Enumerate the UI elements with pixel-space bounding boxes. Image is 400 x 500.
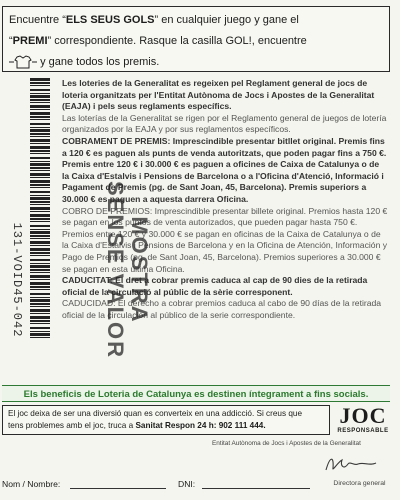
logo-word: JOC bbox=[339, 403, 387, 428]
responsible-gaming-text: El joc deixa de ser una diversió quan es converteix en una addicció. Si creus que bbox=[8, 409, 303, 418]
barcode-bar bbox=[30, 272, 50, 273]
barcode-bar bbox=[30, 309, 50, 312]
barcode-bar bbox=[30, 146, 50, 149]
barcode-bar bbox=[30, 201, 50, 203]
instructions-line-1 bbox=[9, 10, 383, 31]
barcode-bar bbox=[30, 255, 50, 256]
barcode-bar bbox=[30, 153, 50, 154]
barcode-bar bbox=[30, 82, 50, 84]
barcode bbox=[30, 78, 50, 338]
barcode-bar bbox=[30, 133, 50, 135]
barcode-bar bbox=[30, 195, 50, 196]
barcode-bar bbox=[30, 173, 50, 176]
barcode-bar bbox=[30, 289, 50, 290]
barcode-bar bbox=[30, 248, 50, 251]
instructions-highlight: ELS SEUS GOLS bbox=[65, 14, 155, 26]
barcode-bar bbox=[30, 241, 50, 244]
instructions-line-3 bbox=[9, 52, 383, 73]
barcode-bar bbox=[30, 157, 50, 159]
barcode-bar bbox=[30, 143, 50, 144]
holder-form bbox=[2, 476, 312, 492]
director-title: Directora general bbox=[333, 480, 386, 487]
barcode-bar bbox=[30, 211, 50, 212]
instructions-text: Encuentre “ bbox=[9, 14, 66, 26]
barcode-bar bbox=[30, 297, 50, 298]
barcode-bar bbox=[30, 150, 50, 152]
barcode-bar bbox=[30, 263, 50, 264]
barcode-bar bbox=[30, 204, 50, 205]
barcode-bar bbox=[30, 163, 50, 166]
responsible-gaming-text: tens problemes amb el joc, truca a bbox=[8, 421, 136, 430]
stamp-line-2: SENSE VALOR bbox=[103, 180, 128, 360]
barcode-bar bbox=[30, 229, 50, 230]
barcode-bar bbox=[30, 225, 50, 227]
barcode-bar bbox=[30, 180, 50, 183]
barcode-bar bbox=[30, 333, 50, 336]
barcode-bar bbox=[30, 112, 50, 115]
name-label: Nom / Nombre: bbox=[2, 479, 61, 489]
barcode-bar bbox=[30, 299, 50, 302]
barcode-bar bbox=[30, 167, 50, 169]
barcode-bar bbox=[30, 102, 50, 103]
joc-responsable-logo bbox=[334, 405, 392, 439]
barcode-bar bbox=[30, 231, 50, 234]
barcode-bar bbox=[30, 129, 50, 132]
barcode-bar bbox=[30, 218, 50, 220]
instructions-line-2 bbox=[9, 31, 383, 52]
barcode-bar bbox=[30, 139, 50, 142]
responsible-gaming-line-2 bbox=[8, 420, 324, 432]
barcode-bar bbox=[30, 337, 50, 338]
barcode-bar bbox=[30, 89, 50, 91]
barcode-bar bbox=[30, 265, 50, 268]
barcode-bar bbox=[30, 327, 50, 329]
barcode-bar bbox=[30, 316, 50, 319]
regulation-paragraph-ca: Les loteries de la Generalitat es regeixen pel Reglament general de jocs de loteria organitzats per l'Entitat Autònoma de Jocs i Apostes de la Generalitat (EAJA) i pels seus reglaments específics. bbox=[62, 78, 375, 112]
logo-subtitle: RESPONSABLE bbox=[337, 428, 389, 434]
barcode-bar bbox=[30, 105, 50, 108]
barcode-bar bbox=[30, 331, 50, 332]
helpline-text: Sanitat Respon 24 h: 902 111 444. bbox=[135, 421, 266, 430]
barcode-bar bbox=[30, 197, 50, 200]
regulation-paragraph-es: Las loterías de la Generalitat se rigen por el Reglamento general de juegos de lotería organizados por la EAJA y por sus reglamentos específicos. bbox=[62, 112, 387, 135]
barcode-bar bbox=[30, 293, 50, 295]
benefits-banner: Els beneficis de Loteria de Catalunya es destinen íntegrament a fins socials. bbox=[2, 385, 390, 402]
barcode-bar bbox=[30, 221, 50, 222]
issuing-entity: Entitat Autònoma de Jocs i Apostes de la Generalitat bbox=[212, 440, 361, 447]
name-field[interactable] bbox=[70, 488, 166, 489]
barcode-bar bbox=[30, 99, 50, 101]
barcode-bar bbox=[30, 123, 50, 125]
barcode-bar bbox=[30, 238, 50, 239]
barcode-bar bbox=[30, 214, 50, 217]
barcode-bar bbox=[30, 275, 50, 278]
dni-field[interactable] bbox=[202, 488, 310, 489]
barcode-bar bbox=[30, 245, 50, 246]
shirt-icon bbox=[9, 55, 37, 69]
barcode-bar bbox=[30, 252, 50, 254]
barcode-bar bbox=[30, 286, 50, 288]
stamp-line-1: MOSTRA bbox=[127, 216, 152, 324]
expiry-paragraph-ca: CADUCITAT: El dret a cobrar premis caduca al cap de 90 dies de la retirada oficial de la circulació al públic de la sèrie corresponent. bbox=[62, 275, 368, 297]
expiry-paragraph-es: CADUCIDAD: El derecho a cobrar premios caduca al cabo de 90 días de la retirada oficial de la circulación al público de la serie correspondiente. bbox=[62, 298, 382, 320]
responsible-gaming-box bbox=[2, 405, 330, 435]
instructions-box bbox=[2, 6, 390, 72]
instructions-highlight: PREMI bbox=[12, 35, 48, 47]
barcode-bar bbox=[30, 136, 50, 137]
barcode-bar bbox=[30, 282, 50, 285]
ticket-code-text: 131-VOID45-042 bbox=[10, 222, 24, 338]
barcode-bar bbox=[30, 191, 50, 193]
barcode-bar bbox=[30, 207, 50, 210]
barcode-bar bbox=[30, 306, 50, 307]
barcode-bar bbox=[30, 95, 50, 98]
regulations-text bbox=[62, 78, 388, 321]
dni-label: DNI: bbox=[178, 479, 196, 489]
instructions-text: “ bbox=[9, 35, 13, 47]
barcode-bar bbox=[30, 269, 50, 271]
signature bbox=[320, 452, 380, 476]
barcode-bar bbox=[30, 313, 50, 314]
barcode-bar bbox=[30, 119, 50, 120]
barcode-bar bbox=[30, 78, 50, 81]
barcode-bar bbox=[30, 259, 50, 261]
barcode-bar bbox=[30, 161, 50, 162]
barcode-bar bbox=[30, 116, 50, 118]
barcode-bar bbox=[30, 303, 50, 305]
barcode-bar bbox=[30, 235, 50, 237]
barcode-bar bbox=[30, 109, 50, 110]
barcode-bar bbox=[30, 187, 50, 188]
prizes-paragraph-ca: COBRAMENT DE PREMIS: Imprescindible presentar bitllet original. Premis fins a 120 € es paguen als punts de venda autoritzats, que poden pagar fins a 750 €. Premis entre 120 € i 30.000 € es paguen a oficines de Caixa de Catalunya o de la Caixa d'Estalvis i Pensions de Barcelona o a l'Oficina d'Atenció, Informació i Pagament de Premis (pg. de Sant Joan, 45, Barcelona). Premis superiors a 30.000 € es paguen a aquesta darrera Oficina. bbox=[62, 135, 387, 204]
barcode-bar bbox=[30, 320, 50, 322]
barcode-bar bbox=[30, 177, 50, 178]
instructions-text: ” en cualquier juego y gane el bbox=[154, 14, 299, 26]
barcode-bar bbox=[30, 184, 50, 186]
instructions-text: ” correspondiente. Rasque la casilla GOL!, encuentre bbox=[47, 35, 307, 47]
prizes-paragraph-es: COBRO DE PREMIOS: Imprescindible presentar billete original. Premios hasta 120 € se pagan en los puntos de venta autorizados, que pueden pagar hasta 750 €. Premios entre 120 € y 30.000 € se pagan en oficinas de la Caixa de Catalunya o de la Caixa d'Estalvis i Pensions de Barcelona y en la Oficina de Atención, Información y Pago de Premios (pg. de Sant Joan, 45, Barcelona). Premios superiores a 30.000 € se pagan en esta última Oficina. bbox=[62, 205, 388, 274]
barcode-bar bbox=[30, 170, 50, 171]
barcode-bar bbox=[30, 279, 50, 280]
ticket-code bbox=[6, 150, 28, 410]
barcode-bar bbox=[30, 93, 50, 94]
instructions-text: y gane todos los premis. bbox=[40, 56, 160, 68]
barcode-bar bbox=[30, 85, 50, 86]
barcode-bar bbox=[30, 127, 50, 128]
barcode-bar bbox=[30, 323, 50, 324]
